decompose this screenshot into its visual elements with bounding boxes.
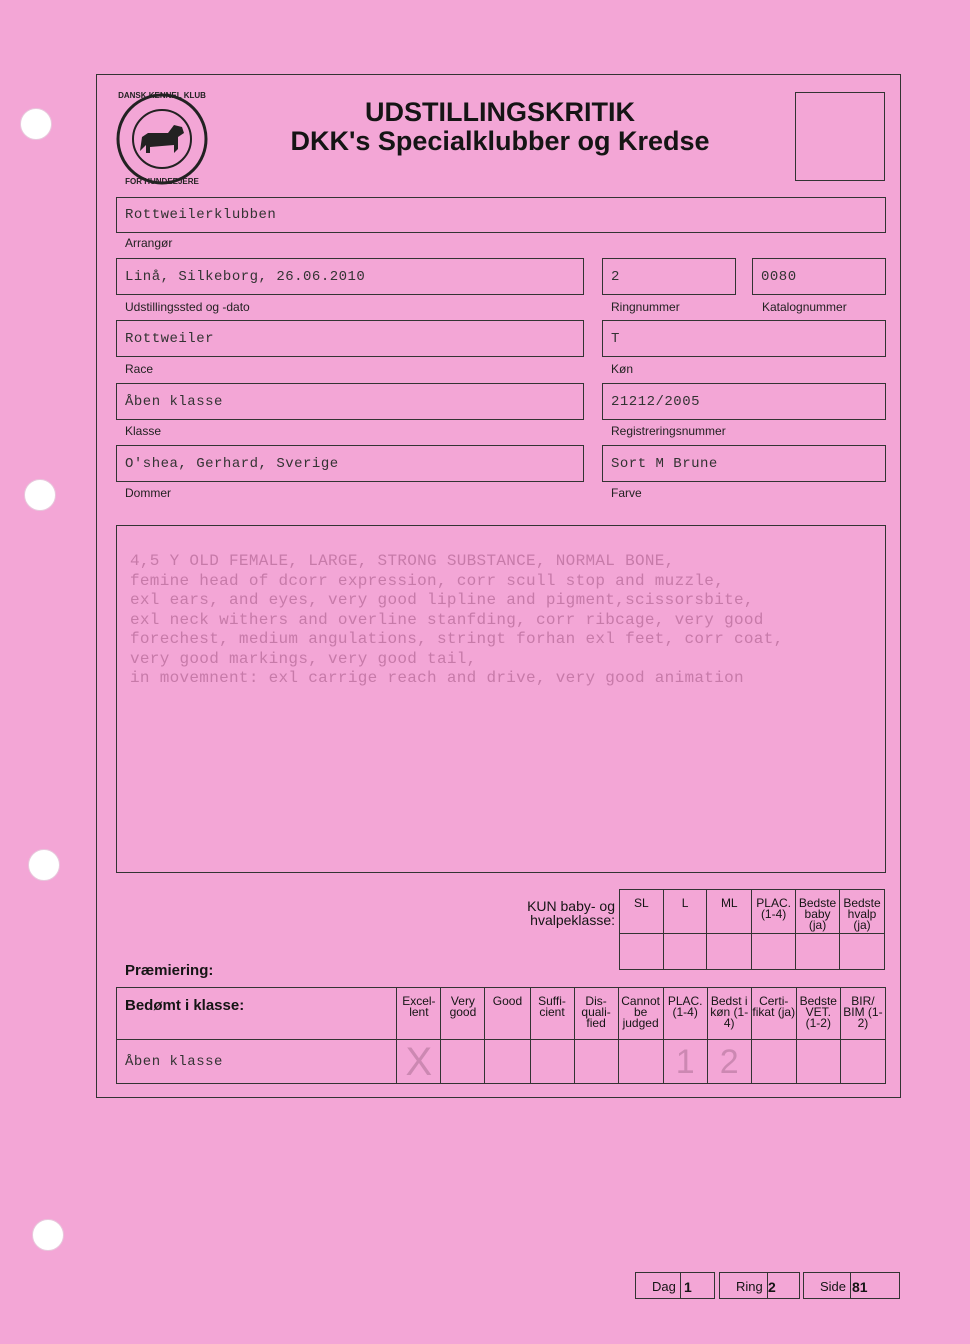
puppy-col-header: L [663, 890, 707, 934]
puppy-cell[interactable] [840, 934, 885, 970]
sted-dato-label: Udstillingssted og -dato [125, 300, 250, 314]
punch-hole [20, 108, 52, 140]
punch-hole [32, 1219, 64, 1251]
katalognummer-field[interactable] [752, 258, 886, 295]
grading-header-label: Bedømt i klasse: [117, 988, 397, 1040]
ringnummer-value: 2 [611, 268, 620, 285]
farve-label: Farve [611, 486, 642, 500]
footer-dag [635, 1272, 715, 1299]
arrangor-field[interactable] [116, 197, 886, 233]
kon-value: T [611, 330, 620, 347]
grading-col-header: Certi- fikat (ja) [751, 988, 796, 1040]
side-label: Side [804, 1273, 851, 1298]
dommer-field[interactable] [116, 445, 584, 482]
arrangor-label: Arrangør [125, 236, 173, 250]
critique-line: forechest, medium angulations, stringt forhan exl feet, corr coat, [130, 630, 784, 648]
grading-col-header: Good [485, 988, 530, 1040]
puppy-cell[interactable] [620, 934, 664, 970]
critique-text [130, 552, 882, 702]
punch-hole [24, 479, 56, 511]
logo-text: DANSK KENNEL KLUB [118, 91, 206, 100]
klasse-label: Klasse [125, 424, 162, 438]
ringnummer-label: Ringnummer [611, 300, 680, 314]
puppy-col-header: PLAC. (1-4) [752, 890, 796, 934]
puppy-col-header: ML [707, 890, 752, 934]
registreringsnummer-label: Registreringsnummer [611, 424, 726, 438]
grading-col-header: Very good [441, 988, 485, 1040]
grading-cell-plac[interactable] [663, 1040, 707, 1084]
puppy-cell[interactable] [707, 934, 752, 970]
dag-value: 1 [684, 1279, 692, 1295]
farve-value: Sort M Brune [611, 455, 718, 472]
premiering-label: Præmiering: [125, 962, 214, 979]
critique-line: femine head of dcorr expression, corr scull stop and muzzle, [130, 571, 725, 590]
registreringsnummer-value: 21212/2005 [611, 393, 701, 410]
critique-line: 4,5 Y OLD FEMALE, LARGE, STRONG SUBSTANCE, NORMAL BONE, [130, 552, 675, 570]
grading-col-header: Excel- lent [397, 988, 441, 1040]
grading-col-header: Dis- quali- fied [574, 988, 618, 1040]
form-subtitle: DKK's Specialklubber og Kredse [290, 126, 710, 156]
side-value: 81 [852, 1279, 868, 1295]
puppy-cell[interactable] [663, 934, 707, 970]
farve-field[interactable] [602, 445, 886, 482]
race-field[interactable] [116, 320, 584, 357]
puppy-cell[interactable] [796, 934, 840, 970]
critique-line: exl ears, and eyes, very good lipline and pigment,scissorsbite, [130, 591, 754, 609]
grading-cell[interactable] [530, 1040, 574, 1084]
ring-value: 2 [768, 1279, 776, 1295]
grading-col-header: Bedst i køn (1-4) [707, 988, 751, 1040]
puppy-col-header: Bedste hvalp (ja) [840, 890, 885, 934]
critique-line: very good markings, very good tail, [130, 649, 477, 668]
grading-col-header: Bedste VET. (1-2) [796, 988, 840, 1040]
grading-class-cell[interactable] [117, 1040, 397, 1084]
grading-cell-excellent[interactable] [397, 1040, 441, 1084]
grading-col-header: BIR/ BIM (1-2) [840, 988, 885, 1040]
form-title: UDSTILLINGSKRITIK [365, 97, 635, 127]
footer-ring [719, 1272, 800, 1299]
puppy-col-header: SL [620, 890, 664, 934]
katalognummer-label: Katalognummer [762, 300, 847, 314]
critique-line: exl neck withers and overline stanfding, corr ribcage, very good [130, 610, 764, 629]
photo-box [795, 92, 885, 181]
katalognummer-value: 0080 [761, 268, 797, 285]
dkk-logo [116, 93, 208, 185]
dommer-label: Dommer [125, 486, 172, 500]
dag-label: Dag [636, 1273, 681, 1298]
puppy-col-header: Bedste baby (ja) [796, 890, 840, 934]
race-label: Race [125, 362, 154, 376]
sted-dato-value: Linå, Silkeborg, 26.06.2010 [125, 268, 366, 285]
sted-dato-field[interactable] [116, 258, 584, 295]
kon-label: Køn [611, 362, 634, 376]
grading-cell[interactable] [840, 1040, 885, 1084]
critique-line: in movemnent: exl carrige reach and drive, very good animation [130, 669, 744, 687]
puppy-class-table [619, 889, 885, 970]
grading-cell[interactable] [751, 1040, 796, 1084]
kon-field[interactable] [602, 320, 886, 357]
bedst-i-kon-mark: 2 [719, 1042, 739, 1081]
race-value: Rottweiler [125, 330, 215, 347]
grading-col-header: PLAC. (1-4) [663, 988, 707, 1040]
grading-class-value: Åben klasse [125, 1053, 223, 1070]
grading-cell[interactable] [574, 1040, 618, 1084]
grading-table [116, 987, 886, 1084]
grading-col-header: Suffi- cient [530, 988, 574, 1040]
logo-text: FOR HUNDEEJERE [125, 177, 199, 186]
klasse-value: Åben klasse [125, 393, 223, 410]
excellent-mark: X [405, 1039, 433, 1084]
grading-cell[interactable] [618, 1040, 663, 1084]
grading-cell[interactable] [485, 1040, 530, 1084]
puppy-cell[interactable] [752, 934, 796, 970]
grading-cell-bedst-i-kon[interactable] [707, 1040, 751, 1084]
dommer-value: O'shea, Gerhard, Sverige [125, 455, 339, 472]
grading-cell[interactable] [796, 1040, 840, 1084]
registreringsnummer-field[interactable] [602, 383, 886, 420]
punch-hole [28, 849, 60, 881]
grading-cell[interactable] [441, 1040, 485, 1084]
klasse-field[interactable] [116, 383, 584, 420]
arrangor-value: Rottweilerklubben [125, 207, 277, 223]
puppy-class-label: KUN baby- og hvalpeklasse: [527, 898, 615, 928]
ringnummer-field[interactable] [602, 258, 736, 295]
footer-side [803, 1272, 900, 1299]
plac-mark: 1 [675, 1042, 695, 1081]
grading-col-header: Cannot be judged [618, 988, 663, 1040]
ring-label: Ring [720, 1273, 768, 1298]
